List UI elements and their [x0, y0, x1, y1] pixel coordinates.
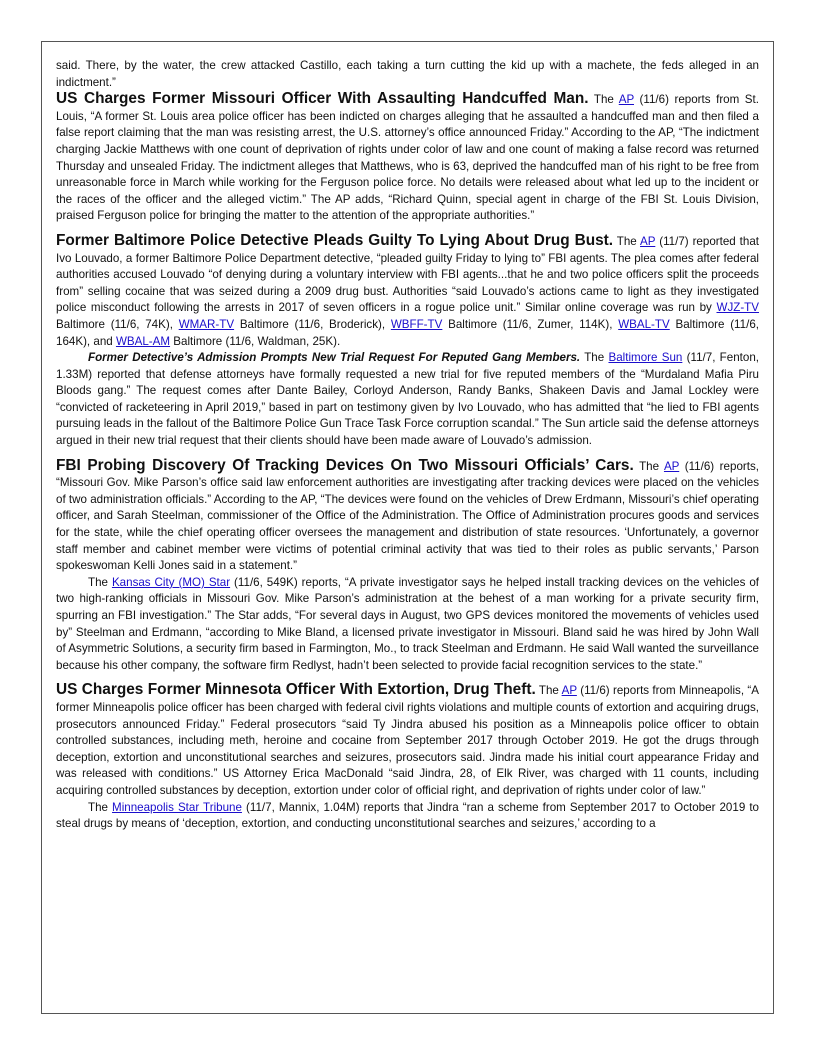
wmar-tv-link[interactable]: WMAR-TV: [178, 317, 235, 331]
article-paragraph: Former Baltimore Police Detective Pleads Guilty To Lying About Drug Bust. The AP (11/7) reported that Ivo Louvado, a former Baltimore Police Department detective, “pleaded guilty Friday to lying to” FBI agents. The plea comes after federal authorities accused Louvado “of denying during a voluntary interview with FBI agents...that he and two police officers split the proceeds from” selling cocaine that was seized during a 2009 drug bust. Authorities “said Louvado’s actions came to light as they investigated police misconduct following the arrests in 2017 of seven officers in a rogue police unit.” Similar online coverage was run by WJZ-TV Baltimore (11/6, 74K), WMAR-TV Baltimore (11/6, Broderick), WBFF-TV Baltimore (11/6, Zumer, 114K), WBAL-TV Baltimore (11/6, 164K), and WBAL-AM Baltimore (11/6, Waldman, 25K).: [56, 231, 759, 348]
headline: US Charges Former Missouri Officer With Assaulting Handcuffed Man.: [56, 90, 589, 108]
baltimore-sun-link[interactable]: Baltimore Sun: [608, 351, 683, 365]
article-minnesota-officer: [56, 682, 759, 832]
ap-link[interactable]: AP: [663, 459, 680, 473]
ap-link[interactable]: AP: [561, 684, 577, 698]
kansas-city-star-link[interactable]: Kansas City (MO) Star: [111, 575, 231, 589]
article-paragraph: US Charges Former Minnesota Officer With Extortion, Drug Theft. The AP (11/6) reports from Minneapolis, “A former Minneapolis police officer has been charged with federal civil rights violations and multiple counts of extortion and acquiring drugs, prosecutors announced Friday.” Federal prosecutors “said Ty Jindra abused his position as a Minneapolis police officer to obtain controlled substances, including meth, heroine and cocaine from September 2017 through October 2019. He got the drugs through deception, extortion and unconstitutional searches and seizures, prosecutors said. Jindra made his initial court appearance Friday and was released with conditions.” US Attorney Erica MacDonald “said Jindra, 28, of Elk River, was charged with 11 counts, including acquiring controlled substances by deception, extortion under color of official right, and deprivation of rights under color of law.”: [56, 681, 760, 797]
document-body: [56, 58, 759, 833]
wbff-tv-link[interactable]: WBFF-TV: [390, 317, 443, 331]
headline: Former Baltimore Police Detective Pleads Guilty To Lying About Drug Bust.: [56, 231, 614, 249]
star-tribune-link[interactable]: Minneapolis Star Tribune: [112, 800, 242, 814]
wbal-tv-link[interactable]: WBAL-TV: [618, 317, 670, 331]
article-paragraph: The Minneapolis Star Tribune (11/7, Mannix, 1.04M) reports that Jindra “ran a scheme from September 2017 to October 2019 to steal drugs by means of ‘deception, extortion, and conducting unconstitutional searches and seizures,’ according to a: [56, 800, 759, 831]
intro-paragraph: said. There, by the water, the crew attacked Castillo, each taking a turn cutting the kid up with a machete, the feds alleged in an indictment.”: [56, 59, 759, 89]
wjz-tv-link[interactable]: WJZ-TV: [716, 301, 759, 315]
wbal-am-link[interactable]: WBAL-AM: [115, 334, 171, 348]
headline: FBI Probing Discovery Of Tracking Devices On Two Missouri Officials’ Cars.: [56, 456, 634, 474]
article-paragraph: Former Detective’s Admission Prompts New Trial Request For Reputed Gang Members. The Baltimore Sun (11/7, Fenton, 1.33M) reported that defense attorneys have formally requested a new trial for five reputed members of the “Murdaland Mafia Piru Bloods gang.” The request comes after Dante Bailey, Corloyd Anderson, Randy Banks, Shakeen Davis and Jamal Lockley were “convicted of racketeering in April 2019,” based in part on testimony given by Ivo Louvado, who has admitted that “he lied to FBI agents pursuing leads in the fallout of the Baltimore Police Gun Trace Task Force corruption scandal.” The Sun article said the defense attorneys argued in their new trial request that their clients should have been made aware of Louvado’s admission.: [56, 351, 759, 448]
article-paragraph: FBI Probing Discovery Of Tracking Devices On Two Missouri Officials’ Cars. The AP (11/6) reports, “Missouri Gov. Mike Parson’s office said law enforcement authorities are investigating after tracking devices were placed on the vehicles of two administration officials.” According to the AP, “The devices were found on the vehicles of Drew Erdmann, Missouri’s chief operating officer, and Sarah Steelman, commissioner of the Office of the Administration. The Office of Administration procures goods and services for the state, while the chief operating officer oversees the management and distribution of state resources. ‘Unfortunately, a governor staff member and cabinet member were victims of potential criminal activity that was tied to their roles as public servants,’ Parson spokeswoman Kelli Jones said in a statement.”: [56, 456, 759, 573]
headline: US Charges Former Minnesota Officer With Extortion, Drug Theft.: [56, 681, 536, 699]
article-missouri-officer: US Charges Former Missouri Officer With Assaulting Handcuffed Man. The AP (11/6) reports from St. Louis, “A former St. Louis area police officer has been indicted on charges alleging that he assaulted a handcuffed man and then filed a false report claiming that the man was resisting arrest, the U.S. attorney’s office announced Friday.” According to the AP, “The indictment charging Jackie Matthews with one count of deprivation of rights under color of law and one count of making a false record was returned Thursday and unsealed Friday. The indictment alleges that Matthews, who is 63, deprived the handcuffed man of his right to be free from unreasonable force in March while working for the Ferguson police force. No details were released about what led up to the incident or the races of the officer and the alleged victim.” The AP adds, “Richard Quinn, special agent in charge of the FBI St. Louis Division, praised Ferguson police for bringing the matter to the attention of the appropriate authorities.”: [56, 90, 759, 223]
article-baltimore: [56, 233, 759, 450]
ap-link[interactable]: AP: [640, 234, 656, 248]
subheadline: Former Detective’s Admission Prompts New Trial Request For Reputed Gang Members.: [88, 351, 581, 365]
article-tracking-devices: [56, 458, 759, 675]
article-paragraph: The Kansas City (MO) Star (11/6, 549K) reports, “A private investigator says he helped install tracking devices on the vehicles of two high-ranking officials in Missouri Gov. Mike Parson’s administration at the behest of a man working for a private security firm, spurring an FBI investigation.” The Star adds, “For several days in August, two GPS devices monitored the movements of vehicles used by” Steelman and Erdmann, “according to Mike Bland, a licensed private investigator in Missouri. Bland said he was hired by John Wall of Asymmetric Solutions, a security firm based in Farmington, Mo., to track Steelman and Erdmann. He said Wall wanted the surveillance because his other company, the software firm Redlyst, hadn’t been selected to provide facial recognition services to the state.”: [56, 575, 759, 672]
ap-link[interactable]: AP: [618, 93, 634, 107]
